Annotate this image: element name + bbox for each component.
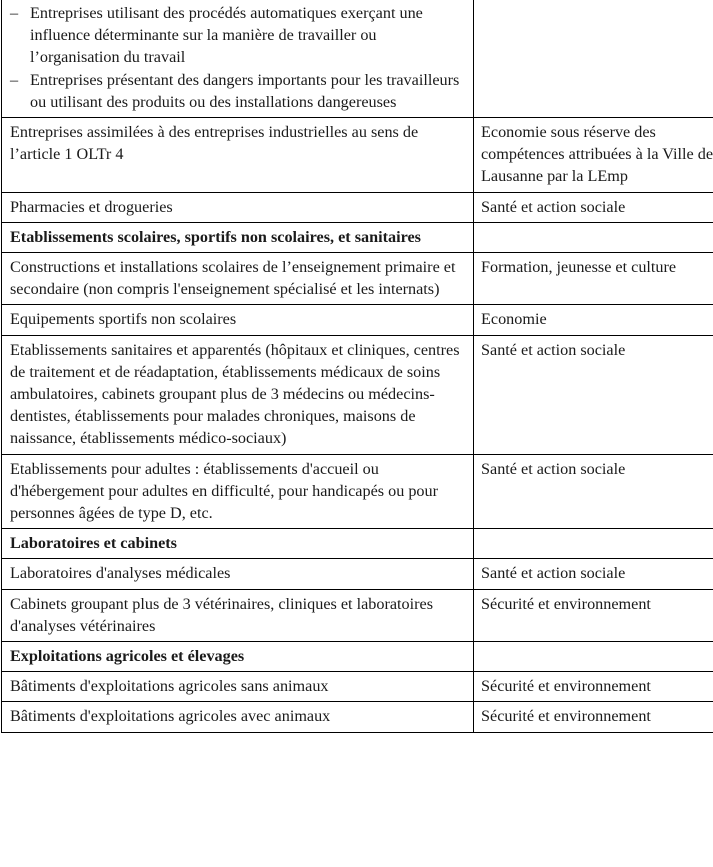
activity-cell: Cabinets groupant plus de 3 vétérinaires, cliniques et laboratoires d'analyses vétérinaires [2,589,474,641]
service-cell: Santé et action sociale [474,192,713,222]
service-cell [474,222,713,252]
service-cell: Formation, jeunesse et culture [474,253,713,305]
table-row [2,454,713,529]
list-item-text: Entreprises présentant des dangers importants pour les travailleurs ou utilisant des produits ou des installations dangereuses [30,70,460,111]
service-cell [474,529,713,559]
dash-bullet: – [10,70,19,89]
service-cell: Santé et action sociale [474,335,713,454]
section-header-row [2,529,713,559]
activity-cell: Etablissements pour adultes : établissements d'accueil ou d'hébergement pour adultes en difficulté, pour handicapés ou pour personnes âgées de type D, etc. [2,454,474,529]
table-row [2,0,713,118]
service-cell: Economie sous réserve des compétences attribuées à la Ville de Lausanne par la LEmp [474,118,713,193]
activity-cell [2,0,474,118]
service-cell: Santé et action sociale [474,559,713,589]
activity-cell: Laboratoires d'analyses médicales [2,559,474,589]
service-cell [474,642,713,672]
table-row [2,253,713,305]
dash-list-item [10,69,465,113]
service-cell: Sécurité et environnement [474,589,713,641]
table-row [2,589,713,641]
dash-list-item [10,2,465,69]
service-cell [474,0,713,118]
section-header-row [2,642,713,672]
activity-cell: Constructions et installations scolaires de l’enseignement primaire et secondaire (non compris l'enseignement spécialisé et les internats) [2,253,474,305]
section-title: Exploitations agricoles et élevages [2,642,474,672]
activity-cell: Pharmacies et drogueries [2,192,474,222]
table-row [2,702,713,732]
service-cell: Santé et action sociale [474,454,713,529]
list-item-text: Entreprises utilisant des procédés automatiques exerçant une influence déterminante sur la manière de travailler ou l’organisation du travail [30,4,423,67]
activity-cell: Bâtiments d'exploitations agricoles avec animaux [2,702,474,732]
activity-cell: Equipements sportifs non scolaires [2,305,474,335]
dash-bullet: – [10,4,19,22]
table-row [2,559,713,589]
table-row [2,192,713,222]
activity-cell: Etablissements sanitaires et apparentés (hôpitaux et cliniques, centres de traitement et de réadaptation, établissements médicaux de soins ambulatoires, cabinets groupant plus de 3 médecins ou médecins-dentistes, établissements pour malades chroniques, maisons de naissance, établissements médico-sociaux) [2,335,474,454]
section-title: Etablissements scolaires, sportifs non scolaires, et sanitaires [2,222,474,252]
section-header-row [2,222,713,252]
service-cell: Sécurité et environnement [474,672,713,702]
table-row [2,672,713,702]
section-title: Laboratoires et cabinets [2,529,474,559]
table-row [2,305,713,335]
service-cell: Sécurité et environnement [474,702,713,732]
service-cell: Economie [474,305,713,335]
table-row [2,335,713,454]
table-row [2,118,713,193]
activity-cell: Entreprises assimilées à des entreprises industrielles au sens de l’article 1 OLTr 4 [2,118,474,193]
activity-cell: Bâtiments d'exploitations agricoles sans animaux [2,672,474,702]
competences-table [1,0,713,733]
